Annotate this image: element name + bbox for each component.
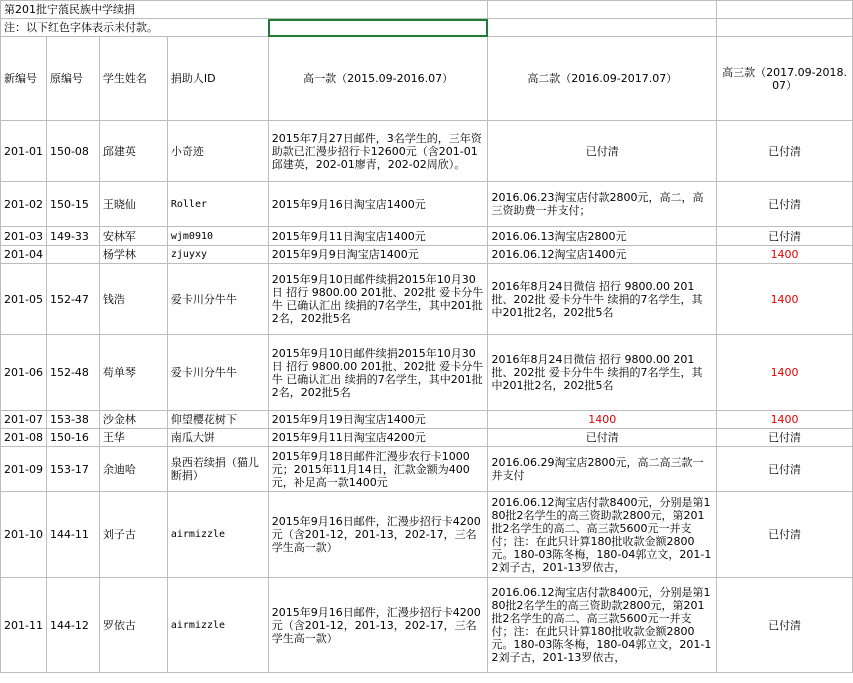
cell-old-id[interactable]: 144-12: [46, 578, 99, 673]
header-donor-id[interactable]: 捐助人ID: [167, 37, 268, 121]
cell-grade1[interactable]: 2015年9月16日邮件，汇漫步招行卡4200元（含201-12，201-13，202-17，三名学生高一款）: [268, 578, 488, 673]
selected-cell[interactable]: [268, 19, 488, 37]
cell-donor-id[interactable]: 小奇迹: [167, 121, 268, 182]
cell-student-name[interactable]: 王晓仙: [99, 182, 167, 227]
cell-old-id[interactable]: 149-33: [46, 227, 99, 246]
table-row: [1, 121, 853, 182]
cell-e1[interactable]: [268, 1, 488, 19]
table-row: [1, 182, 853, 227]
cell-grade3[interactable]: 已付清: [717, 227, 853, 246]
table-row: [1, 578, 853, 673]
cell-grade2[interactable]: 2016年8月24日微信 招行 9800.00 201批、202批 爱卡分牛牛 续捐的7名学生，其中201批2名，202批5名: [488, 264, 717, 335]
cell-student-name[interactable]: 安林军: [99, 227, 167, 246]
cell-grade2[interactable]: 2016.06.12淘宝店付款8400元，分别是第180批2名学生的高三资助款2800元，第201批2名学生的高二、高三款5600元一并支付；注：在此只计算180批收款金额2800元。180-03陈冬梅，180-04郭立文，201-12刘子古，201-13罗依古，: [488, 492, 717, 578]
cell-new-id[interactable]: 201-07: [1, 411, 47, 429]
cell-grade3[interactable]: 已付清: [717, 578, 853, 673]
cell-grade3[interactable]: 已付清: [717, 182, 853, 227]
note-cell[interactable]: [1, 19, 269, 37]
cell-grade1[interactable]: 2015年9月11日淘宝店1400元: [268, 227, 488, 246]
cell-donor-id[interactable]: airmizzle: [167, 492, 268, 578]
cell-grade2[interactable]: 1400: [488, 411, 717, 429]
header-grade1[interactable]: 高一款（2015.09-2016.07）: [268, 37, 488, 121]
cell-old-id[interactable]: 150-15: [46, 182, 99, 227]
cell-grade2[interactable]: 2016.06.12淘宝店1400元: [488, 246, 717, 264]
cell-grade2[interactable]: 2016年8月24日微信 招行 9800.00 201批、202批 爱卡分牛牛 续捐的7名学生，其中201批2名，202批5名: [488, 335, 717, 411]
cell-donor-id[interactable]: airmizzle: [167, 578, 268, 673]
cell-student-name[interactable]: 余迪哈: [99, 447, 167, 492]
sheet-note: 注：以下红色字体表示未付款。: [4, 21, 158, 34]
cell-new-id[interactable]: 201-08: [1, 429, 47, 447]
cell-donor-id[interactable]: zjuyxy: [167, 246, 268, 264]
cell-new-id[interactable]: 201-09: [1, 447, 47, 492]
cell-old-id[interactable]: [46, 246, 99, 264]
cell-grade1[interactable]: 2015年9月10日邮件续捐2015年10月30日 招行 9800.00 201批、202批 爱卡分牛牛 已确认汇出 续捐的7名学生，其中201批2名，202批5名: [268, 335, 488, 411]
table-row: [1, 447, 853, 492]
table-row: [1, 246, 853, 264]
cell-grade2[interactable]: 已付清: [488, 429, 717, 447]
cell-student-name[interactable]: 钱浩: [99, 264, 167, 335]
cell-grade3[interactable]: 1400: [717, 246, 853, 264]
cell-grade1[interactable]: 2015年9月18日邮件汇漫步农行卡1000元；2015年11月14日，汇款金额为400元，补足高一款1400元: [268, 447, 488, 492]
header-new-id[interactable]: 新编号: [1, 37, 47, 121]
cell-student-name[interactable]: 杨学林: [99, 246, 167, 264]
header-grade2[interactable]: 高二款（2016.09-2017.07）: [488, 37, 717, 121]
cell-grade3[interactable]: 已付清: [717, 447, 853, 492]
cell-grade2[interactable]: 2016.06.23淘宝店付款2800元，高二，高三资助费一并支付；: [488, 182, 717, 227]
cell-old-id[interactable]: 150-16: [46, 429, 99, 447]
sheet-title: 第201批宁蒗民族中学续捐: [4, 3, 135, 16]
cell-student-name[interactable]: 刘子古: [99, 492, 167, 578]
cell-new-id[interactable]: 201-04: [1, 246, 47, 264]
cell-student-name[interactable]: 邱建英: [99, 121, 167, 182]
table-row: [1, 335, 853, 411]
cell-student-name[interactable]: 苟单琴: [99, 335, 167, 411]
cell-donor-id[interactable]: 南瓜大饼: [167, 429, 268, 447]
cell-grade3[interactable]: 已付清: [717, 429, 853, 447]
table-row: [1, 429, 853, 447]
cell-student-name[interactable]: 罗依古: [99, 578, 167, 673]
cell-student-name[interactable]: 王华: [99, 429, 167, 447]
cell-f1[interactable]: [488, 1, 717, 19]
header-grade3[interactable]: 高三款（2017.09-2018.07）: [717, 37, 853, 121]
cell-grade1[interactable]: 2015年9月10日邮件续捐2015年10月30日 招行 9800.00 201批、202批 爱卡分牛牛 已确认汇出 续捐的7名学生，其中201批2名，202批5名: [268, 264, 488, 335]
cell-f2[interactable]: [488, 19, 717, 37]
cell-grade2[interactable]: 已付清: [488, 121, 717, 182]
cell-donor-id[interactable]: wjm0910: [167, 227, 268, 246]
cell-grade3[interactable]: 1400: [717, 264, 853, 335]
cell-new-id[interactable]: 201-06: [1, 335, 47, 411]
table-row: [1, 264, 853, 335]
cell-grade1[interactable]: 2015年9月19日淘宝店1400元: [268, 411, 488, 429]
sheet-title-cell[interactable]: [1, 1, 269, 19]
cell-grade3[interactable]: 1400: [717, 335, 853, 411]
cell-grade3[interactable]: 已付清: [717, 492, 853, 578]
cell-old-id[interactable]: 152-48: [46, 335, 99, 411]
cell-old-id[interactable]: 152-47: [46, 264, 99, 335]
cell-new-id[interactable]: 201-11: [1, 578, 47, 673]
cell-grade2[interactable]: 2016.06.12淘宝店付款8400元，分别是第180批2名学生的高三资助款2800元，第201批2名学生的高二、高三款5600元一并支付；注：在此只计算180批收款金额2800元。180-03陈冬梅，180-04郭立文，201-12刘子古，201-13罗依古，: [488, 578, 717, 673]
cell-old-id[interactable]: 144-11: [46, 492, 99, 578]
cell-grade1[interactable]: 2015年7月27日邮件，3名学生的，三年资助款已汇漫步招行卡12600元（含201-01邱建英，202-01廖青，202-02周欣）。: [268, 121, 488, 182]
cell-grade1[interactable]: 2015年9月9日淘宝店1400元: [268, 246, 488, 264]
cell-old-id[interactable]: 150-08: [46, 121, 99, 182]
cell-donor-id[interactable]: Roller: [167, 182, 268, 227]
cell-g2[interactable]: [717, 19, 853, 37]
cell-grade3[interactable]: 1400: [717, 411, 853, 429]
cell-new-id[interactable]: 201-05: [1, 264, 47, 335]
cell-old-id[interactable]: 153-38: [46, 411, 99, 429]
header-row: [1, 37, 853, 121]
header-old-id[interactable]: 原编号: [46, 37, 99, 121]
header-student-name[interactable]: 学生姓名: [99, 37, 167, 121]
cell-student-name[interactable]: 沙金林: [99, 411, 167, 429]
cell-new-id[interactable]: 201-03: [1, 227, 47, 246]
cell-g1[interactable]: [717, 1, 853, 19]
cell-donor-id[interactable]: 爱卡川分牛牛: [167, 264, 268, 335]
cell-grade2[interactable]: 2016.06.13淘宝店2800元: [488, 227, 717, 246]
cell-donor-id[interactable]: 泉西若续捐（猫儿断捐）: [167, 447, 268, 492]
cell-donor-id[interactable]: 爱卡川分牛牛: [167, 335, 268, 411]
cell-donor-id[interactable]: 仰望樱花树下: [167, 411, 268, 429]
cell-grade3[interactable]: 已付清: [717, 121, 853, 182]
cell-grade1[interactable]: 2015年9月11日淘宝店4200元: [268, 429, 488, 447]
cell-old-id[interactable]: 153-17: [46, 447, 99, 492]
cell-grade1[interactable]: 2015年9月16日邮件，汇漫步招行卡4200元（含201-12，201-13，202-17，三名学生高一款）: [268, 492, 488, 578]
cell-new-id[interactable]: 201-01: [1, 121, 47, 182]
cell-grade1[interactable]: 2015年9月16日淘宝店1400元: [268, 182, 488, 227]
table-row: [1, 492, 853, 578]
cell-grade2[interactable]: 2016.06.29淘宝店2800元，高二高三款一并支付: [488, 447, 717, 492]
cell-new-id[interactable]: 201-10: [1, 492, 47, 578]
table-row: [1, 411, 853, 429]
table-row: [1, 227, 853, 246]
cell-new-id[interactable]: 201-02: [1, 182, 47, 227]
